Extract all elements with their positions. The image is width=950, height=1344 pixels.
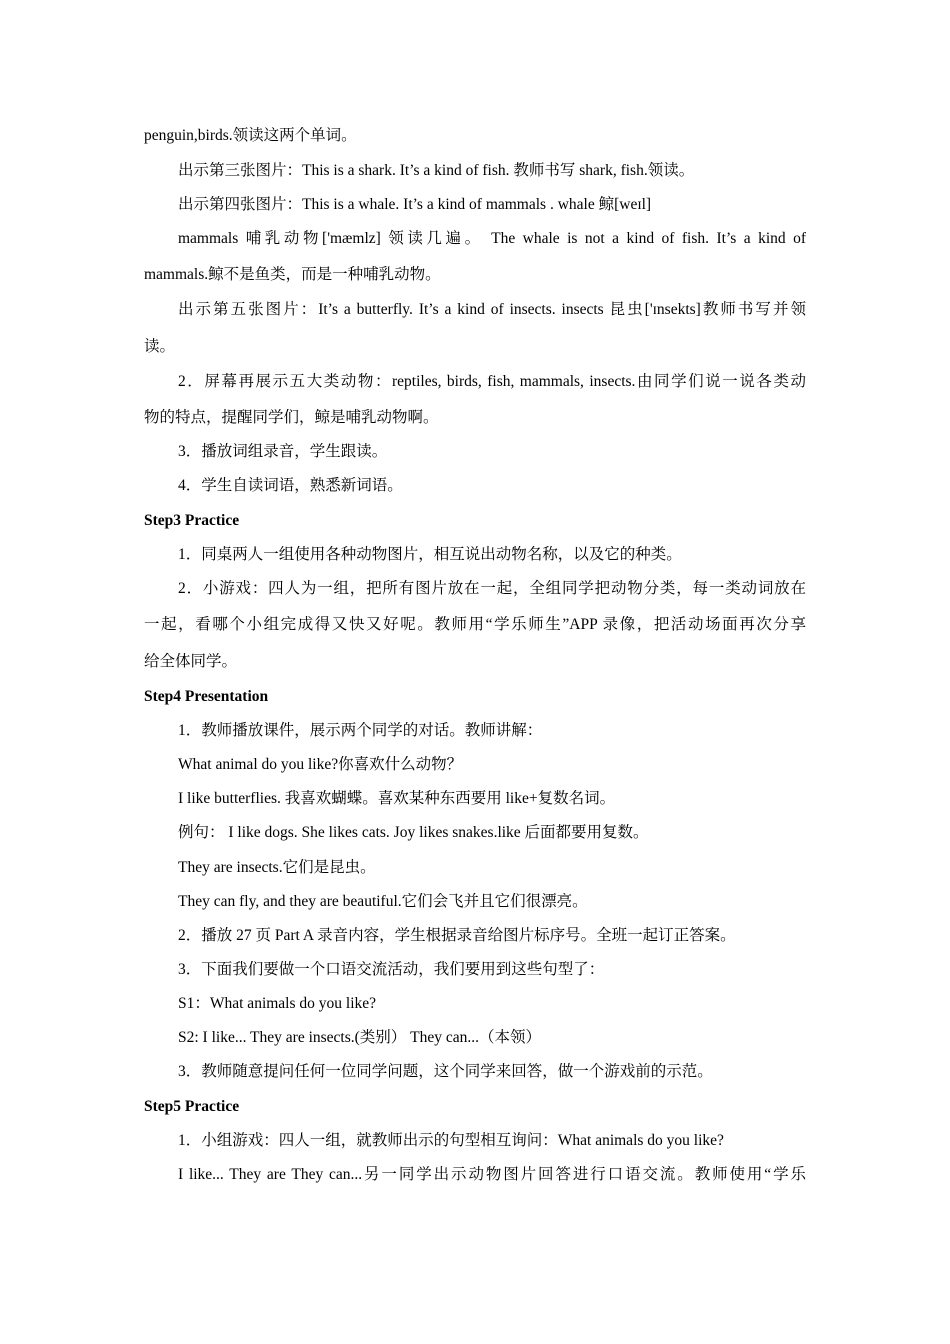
text-line: What animal do you like?你喜欢什么动物？ xyxy=(178,756,463,773)
text-line: 3．下面我们要做一个口语交流活动，我们要用到这些句型了： xyxy=(178,961,605,978)
text-line: 出示第五张图片：It’s a butterfly. It’s a kind of insects. insects 昆虫['ɪnsekts]教师书写并领 xyxy=(178,301,806,318)
text-line: I like butterflies. 我喜欢蝴蝶。喜欢某种东西要用 like+复数名词。 xyxy=(178,790,616,807)
text-line: 读。 xyxy=(144,338,176,355)
text-line: 给全体同学。 xyxy=(144,653,238,670)
text-line: 2．小游戏：四人为一组，把所有图片放在一起，全组同学把动物分类，每一类动词放在 xyxy=(178,580,806,597)
text-line: 1．教师播放课件，展示两个同学的对话。教师讲解： xyxy=(178,722,543,739)
text-line: 一起，看哪个小组完成得又快又好呢。教师用“学乐师生”APP 录像，把活动场面再次分享 xyxy=(144,616,806,633)
text-line: They can fly, and they are beautiful.它们会飞并且它们很漂亮。 xyxy=(178,893,588,910)
text-line: S2: I like... They are insects.(类别） They can...（本领） xyxy=(178,1029,542,1046)
text-line: 2．播放 27 页 Part A 录音内容，学生根据录音给图片标序号。全班一起订正答案。 xyxy=(178,927,736,944)
text-line: I like... They are They can...另一同学出示动物图片回答进行口语交流。教师使用“学乐 xyxy=(178,1166,806,1183)
text-line: 出示第三张图片：This is a shark. It’s a kind of fish. 教师书写 shark, fish.领读。 xyxy=(178,162,695,179)
text-line: 2．屏幕再展示五大类动物：reptiles, birds, fish, mammals, insects.由同学们说一说各类动 xyxy=(178,373,806,390)
text-line: mammals 哺乳动物['mæmlz] 领读几遍。 The whale is not a kind of fish. It’s a kind of xyxy=(178,230,806,247)
text-line: 3．播放词组录音，学生跟读。 xyxy=(178,443,388,460)
text-line: They are insects.它们是昆虫。 xyxy=(178,859,376,876)
text-line: 3．教师随意提问任何一位同学问题，这个同学来回答，做一个游戏前的示范。 xyxy=(178,1063,713,1080)
text-line: penguin,birds.领读这两个单词。 xyxy=(144,127,357,144)
text-line: 4．学生自读词语，熟悉新词语。 xyxy=(178,477,403,494)
text-line: mammals.鲸不是鱼类，而是一种哺乳动物。 xyxy=(144,266,441,283)
section-heading: Step5 Practice xyxy=(144,1098,240,1115)
text-line: S1：What animals do you like? xyxy=(178,995,377,1012)
text-line: 物的特点，提醒同学们，鲸是哺乳动物啊。 xyxy=(144,409,439,426)
text-line: 1．小组游戏：四人一组，就教师出示的句型相互询问：What animals do you like? xyxy=(178,1132,724,1149)
section-heading: Step4 Presentation xyxy=(144,688,269,705)
text-line: 例句： I like dogs. She likes cats. Joy likes snakes.like 后面都要用复数。 xyxy=(178,824,649,841)
section-heading: Step3 Practice xyxy=(144,512,240,529)
text-line: 1．同桌两人一组使用各种动物图片，相互说出动物名称，以及它的种类。 xyxy=(178,546,682,563)
text-line: 出示第四张图片：This is a whale. It’s a kind of mammals . whale 鲸[weɪl] xyxy=(178,196,652,213)
